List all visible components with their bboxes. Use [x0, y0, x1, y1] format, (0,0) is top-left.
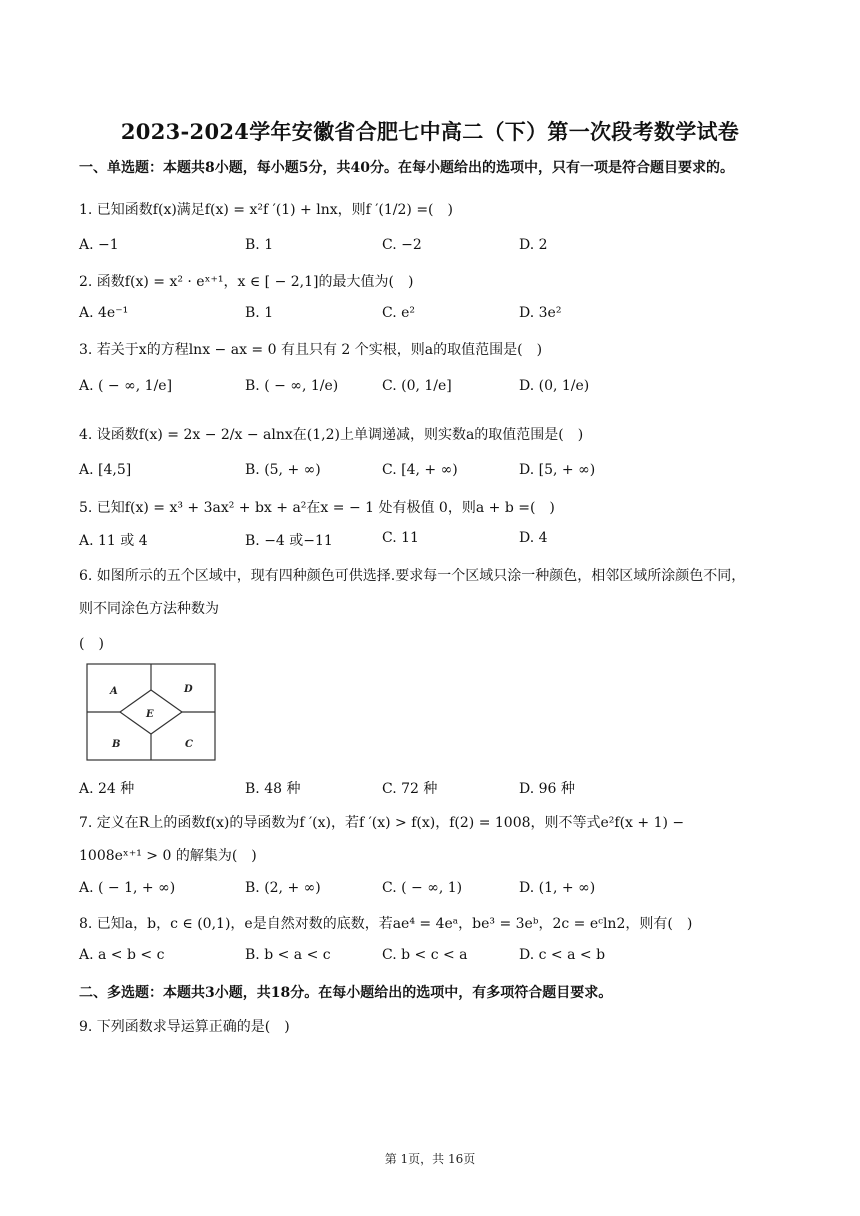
question-6-answer-paren: ( )	[79, 636, 104, 652]
section-heading-multiple-choice: 二、多选题：本题共3小题，共18分。在每小题给出的选项中，有多项符合题目要求。	[79, 985, 613, 1001]
diagram-label-e: E	[146, 709, 154, 720]
question-4-option-a: A. [4,5]	[79, 462, 132, 478]
question-6-option-b: B. 48 种	[245, 781, 301, 797]
question-6-stem-continued: 则不同涂色方法种数为	[79, 601, 219, 617]
question-7-option-c: C. ( − ∞, 1)	[382, 880, 463, 896]
question-5-stem: 5. 已知f(x) = x³ + 3ax² + bx + a²在x = − 1 处有极值 0，则a + b =( )	[79, 500, 555, 516]
question-7-option-d: D. (1, + ∞)	[519, 880, 596, 896]
region-coloring-diagram	[86, 663, 216, 761]
question-8-option-d: D. c < a < b	[519, 947, 606, 963]
question-7-option-b: B. (2, + ∞)	[245, 880, 321, 896]
question-4-option-d: D. [5, + ∞)	[519, 462, 596, 478]
question-3-option-d: D. (0, 1/e)	[519, 378, 590, 394]
section-heading-single-choice: 一、单选题：本题共8小题，每小题5分，共40分。在每小题给出的选项中，只有一项是符合题目要求的。	[79, 160, 734, 176]
question-5-option-d: D. 4	[519, 530, 548, 546]
question-4-option-b: B. (5, + ∞)	[245, 462, 321, 478]
question-5-option-b: B. −4 或−11	[245, 533, 333, 549]
question-2-stem: 2. 函数f(x) = x² · eˣ⁺¹，x ∈ [ − 2,1]的最大值为( )	[79, 274, 414, 290]
question-8-stem: 8. 已知a，b，c ∈ (0,1)，e是自然对数的底数，若ae⁴ = 4eᵃ，be³ = 3eᵇ，2c = eᶜln2，则有( )	[79, 916, 693, 932]
question-1-option-b: B. 1	[245, 237, 274, 253]
question-3-stem: 3. 若关于x的方程lnx − ax = 0 有且只有 2 个实根，则a的取值范围是( )	[79, 342, 543, 358]
question-2-option-c: C. e²	[382, 305, 416, 321]
question-7-stem: 7. 定义在R上的函数f(x)的导函数为f ′(x)，若f ′(x) > f(x)，f(2) = 1008，则不等式e²f(x + 1) −	[79, 815, 685, 831]
question-4-option-c: C. [4, + ∞)	[382, 462, 458, 478]
page-title: 2023-2024学年安徽省合肥七中高二（下）第一次段考数学试卷	[120, 119, 740, 144]
question-9-stem: 9. 下列函数求导运算正确的是( )	[79, 1019, 290, 1035]
question-3-option-c: C. (0, 1/e]	[382, 378, 452, 394]
question-8-option-c: C. b < c < a	[382, 947, 468, 963]
question-6-stem: 6. 如图所示的五个区域中，现有四种颜色可供选择.要求每一个区域只涂一种颜色，相邻区域所涂颜色不同，	[79, 568, 746, 584]
question-3-option-b: B. ( − ∞, 1/e)	[245, 378, 339, 394]
question-7-option-a: A. ( − 1, + ∞)	[79, 880, 176, 896]
question-8-option-b: B. b < a < c	[245, 947, 331, 963]
question-1-option-a: A. −1	[79, 237, 119, 253]
page-footer: 第 1页，共 16页	[384, 1152, 476, 1166]
question-6-option-d: D. 96 种	[519, 781, 575, 797]
question-5-option-c: C. 11	[382, 530, 419, 546]
question-5-option-a: A. 11 或 4	[79, 533, 148, 549]
diagram-label-c: C	[185, 739, 193, 750]
diagram-label-a: A	[110, 686, 118, 697]
question-1-option-c: C. −2	[382, 237, 422, 253]
question-6-option-a: A. 24 种	[79, 781, 135, 797]
question-2-option-d: D. 3e²	[519, 305, 562, 321]
question-2-option-b: B. 1	[245, 305, 274, 321]
diagram-label-b: B	[112, 739, 121, 750]
question-1-stem: 1. 已知函数f(x)满足f(x) = x²f ′(1) + lnx，则f ′(1/2) =( )	[79, 202, 453, 218]
question-3-option-a: A. ( − ∞, 1/e]	[79, 378, 173, 394]
question-7-stem-continued: 1008eˣ⁺¹ > 0 的解集为( )	[79, 848, 257, 864]
question-4-stem: 4. 设函数f(x) = 2x − 2/x − alnx在(1,2)上单调递减，则实数a的取值范围是( )	[79, 427, 584, 443]
question-1-option-d: D. 2	[519, 237, 548, 253]
diagram-label-d: D	[184, 684, 193, 695]
question-6-option-c: C. 72 种	[382, 781, 438, 797]
question-2-option-a: A. 4e⁻¹	[79, 305, 129, 321]
question-8-option-a: A. a < b < c	[79, 947, 165, 963]
